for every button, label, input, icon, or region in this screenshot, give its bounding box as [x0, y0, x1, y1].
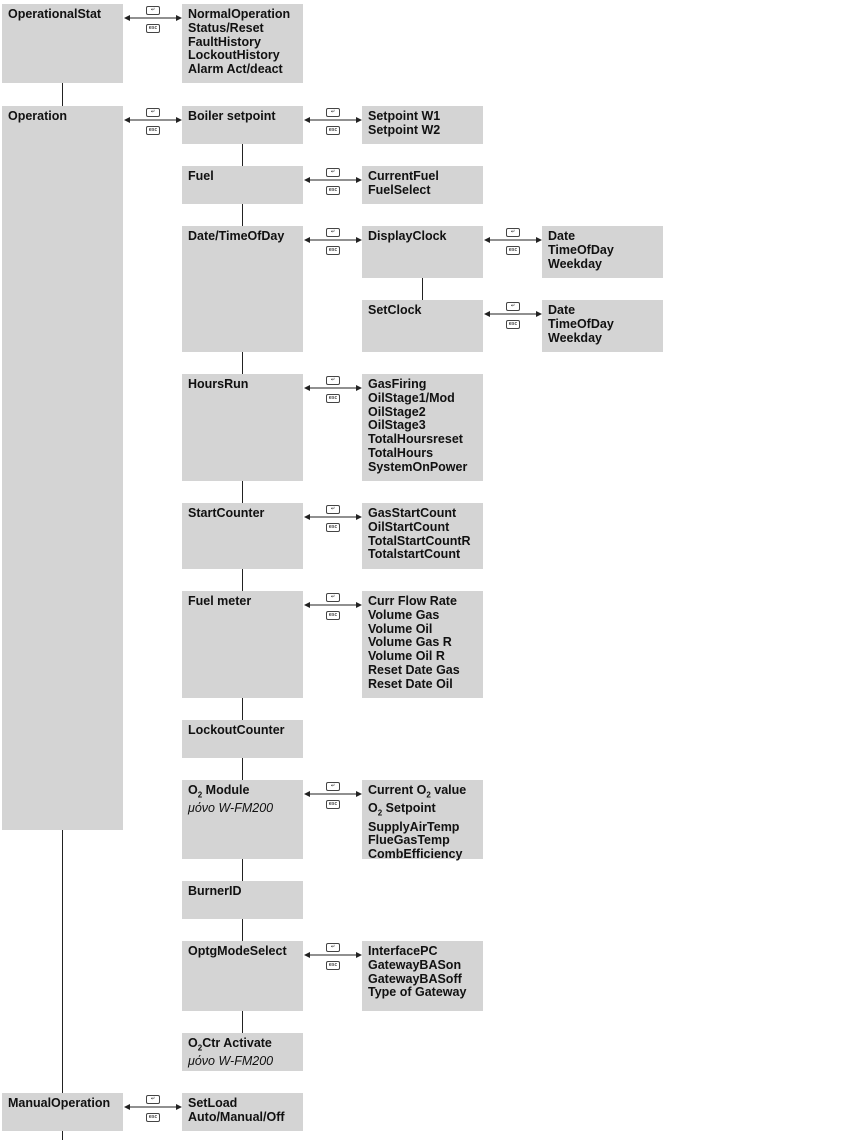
connector-line: [242, 698, 243, 720]
menu-title: [188, 784, 297, 802]
submenu-boiler-setpoint-items: [362, 106, 483, 144]
menu-fuel[interactable]: [182, 166, 303, 204]
esc-key-icon: esc: [506, 246, 520, 255]
esc-key-icon: esc: [326, 394, 340, 403]
menu-title: LockoutCounter: [188, 723, 285, 737]
connector-line: [242, 1011, 243, 1033]
enter-key-icon: ↵: [506, 228, 520, 237]
menu-title: StartCounter: [188, 506, 265, 520]
submenu-manual-operation-items: [182, 1093, 303, 1131]
submenu-start-counter-items: [362, 503, 483, 569]
submenu-o2-module-items: [362, 780, 483, 862]
menu-hours-run[interactable]: [182, 374, 303, 481]
menu-o2-module[interactable]: [182, 780, 303, 859]
submenu-hours-run-items: [362, 374, 483, 481]
menu-title: BurnerID: [188, 884, 242, 898]
esc-key-icon: esc: [146, 1113, 160, 1122]
connector-line: [242, 859, 243, 881]
menu-item[interactable]: CombEfficiency: [368, 847, 463, 862]
subscript: 2: [377, 808, 383, 818]
menu-item[interactable]: SetLoad: [188, 1096, 238, 1110]
esc-key-icon: esc: [146, 126, 160, 135]
menu-set-clock[interactable]: [362, 300, 483, 352]
enter-key-icon: ↵: [326, 505, 340, 514]
connector-line: [242, 144, 243, 166]
nav-connector: [484, 228, 542, 256]
menu-title: Fuel: [188, 169, 214, 183]
enter-key-icon: ↵: [326, 782, 340, 791]
menu-item[interactable]: Volume Oil R: [368, 649, 445, 664]
menu-item[interactable]: Volume Gas: [368, 607, 440, 622]
item-text: Setpoint: [382, 801, 436, 816]
menu-title: ManualOperation: [8, 1096, 111, 1110]
menu-item[interactable]: Weekday: [548, 330, 602, 345]
esc-key-icon: esc: [326, 800, 340, 809]
connector-line: [242, 352, 243, 374]
connector-line: [242, 758, 243, 780]
menu-item[interactable]: Date: [548, 303, 576, 317]
menu-title: OperationalStat: [8, 7, 102, 21]
connector-line: [422, 278, 423, 300]
submenu-fuel-items: [362, 166, 483, 204]
menu-item[interactable]: NormalOperation: [188, 7, 291, 21]
menu-item[interactable]: Reset Date Gas: [368, 662, 460, 677]
menu-item[interactable]: TotalHoursreset: [368, 432, 463, 447]
menu-item[interactable]: OilStage2: [368, 404, 426, 419]
menu-item[interactable]: Reset Date Oil: [368, 676, 453, 691]
enter-key-icon: ↵: [326, 593, 340, 602]
title-text: Module: [202, 783, 250, 797]
menu-item[interactable]: TimeOfDay: [548, 316, 614, 331]
enter-key-icon: ↵: [146, 1095, 160, 1104]
esc-key-icon: esc: [326, 186, 340, 195]
menu-item[interactable]: TimeOfDay: [548, 242, 614, 257]
menu-item[interactable]: Setpoint W2: [368, 122, 441, 137]
submenu-display-clock-items: [542, 226, 663, 278]
menu-lockout-counter[interactable]: [182, 720, 303, 758]
menu-item[interactable]: Curr Flow Rate: [368, 594, 457, 608]
connector-line: [242, 569, 243, 591]
menu-title: HoursRun: [188, 377, 249, 391]
menu-item[interactable]: GatewayBASoff: [368, 971, 462, 986]
enter-key-icon: ↵: [506, 302, 520, 311]
availability-note: μόνο W-FM200: [188, 1054, 274, 1069]
connector-line: [242, 481, 243, 503]
menu-item[interactable]: FaultHistory: [188, 34, 261, 49]
nav-connector: [304, 505, 362, 533]
menu-item[interactable]: Volume Gas R: [368, 635, 452, 650]
nav-connector: [484, 302, 542, 330]
enter-key-icon: ↵: [146, 6, 160, 15]
nav-connector: [304, 593, 362, 621]
submenu-optg-mode-select-items: [362, 941, 483, 1011]
connector-line: [62, 83, 63, 106]
menu-item[interactable]: Weekday: [548, 256, 602, 271]
enter-key-icon: ↵: [326, 168, 340, 177]
menu-title: Operation: [8, 109, 68, 123]
menu-item[interactable]: TotalHours: [368, 445, 434, 460]
item-text: value: [430, 783, 467, 797]
esc-key-icon: esc: [326, 126, 340, 135]
menu-item[interactable]: Status/Reset: [188, 20, 264, 35]
menu-item[interactable]: Type of Gateway: [368, 985, 467, 1000]
menu-item[interactable]: Setpoint W1: [368, 109, 441, 123]
menu-o2-ctr-activate[interactable]: [182, 1033, 303, 1071]
menu-item[interactable]: Auto/Manual/Off: [188, 1109, 285, 1124]
menu-item[interactable]: [368, 784, 477, 802]
menu-item[interactable]: Alarm Act/deact: [188, 62, 283, 77]
menu-title: Boiler setpoint: [188, 109, 276, 123]
menu-item[interactable]: SupplyAirTemp: [368, 819, 460, 834]
menu-title: Fuel meter: [188, 594, 252, 608]
nav-connector: [304, 108, 362, 136]
nav-connector: [304, 782, 362, 810]
item-text: Current O: [368, 783, 427, 797]
menu-item[interactable]: OilStartCount: [368, 519, 450, 534]
menu-start-counter[interactable]: [182, 503, 303, 569]
subscript: 2: [426, 790, 431, 800]
menu-item[interactable]: TotalStartCountR: [368, 533, 471, 548]
menu-operation[interactable]: [2, 106, 123, 830]
menu-item[interactable]: FlueGasTemp: [368, 833, 450, 848]
menu-display-clock[interactable]: [362, 226, 483, 278]
menu-manual-operation[interactable]: [2, 1093, 123, 1131]
menu-item[interactable]: Volume Oil: [368, 621, 433, 636]
nav-connector: [304, 376, 362, 404]
enter-key-icon: ↵: [326, 376, 340, 385]
menu-title: Date/TimeOfDay: [188, 229, 285, 243]
menu-item[interactable]: InterfacePC: [368, 944, 438, 958]
menu-burner-id[interactable]: [182, 881, 303, 919]
menu-item[interactable]: OilStage3: [368, 418, 426, 433]
nav-connector: [124, 1095, 182, 1123]
menu-item[interactable]: GasStartCount: [368, 506, 457, 520]
menu-item[interactable]: OilStage1/Mod: [368, 390, 455, 405]
menu-title: [188, 1037, 297, 1055]
menu-item[interactable]: [368, 802, 477, 820]
subscript: 2: [197, 1043, 203, 1053]
menu-title: DisplayClock: [368, 229, 447, 243]
enter-key-icon: ↵: [326, 228, 340, 237]
enter-key-icon: ↵: [326, 943, 340, 952]
menu-optg-mode-select[interactable]: [182, 941, 303, 1011]
menu-boiler-setpoint[interactable]: [182, 106, 303, 144]
esc-key-icon: esc: [326, 961, 340, 970]
submenu-operational-stat-items: [182, 4, 303, 83]
submenu-set-clock-items: [542, 300, 663, 352]
nav-connector: [124, 6, 182, 34]
menu-date-time[interactable]: [182, 226, 303, 352]
menu-item[interactable]: SystemOnPower: [368, 459, 468, 474]
connector-line: [242, 919, 243, 941]
esc-key-icon: esc: [506, 320, 520, 329]
esc-key-icon: esc: [146, 24, 160, 33]
title-text: Ctr Activate: [202, 1036, 272, 1050]
item-text: O: [368, 801, 378, 816]
esc-key-icon: esc: [326, 523, 340, 532]
enter-key-icon: ↵: [146, 108, 160, 117]
subscript: 2: [197, 790, 203, 800]
connector-line: [242, 204, 243, 226]
menu-title: SetClock: [368, 303, 422, 317]
submenu-fuel-meter-items: [362, 591, 483, 698]
nav-connector: [124, 108, 182, 136]
menu-item[interactable]: TotalstartCount: [368, 547, 461, 562]
title-text: O: [188, 1036, 198, 1050]
menu-fuel-meter[interactable]: [182, 591, 303, 698]
menu-item[interactable]: Date: [548, 229, 576, 243]
availability-note: μόνο W-FM200: [188, 801, 274, 816]
menu-item[interactable]: FuelSelect: [368, 182, 431, 197]
menu-item[interactable]: GasFiring: [368, 377, 427, 391]
esc-key-icon: esc: [326, 246, 340, 255]
menu-item[interactable]: CurrentFuel: [368, 169, 439, 183]
enter-key-icon: ↵: [326, 108, 340, 117]
nav-connector: [304, 228, 362, 256]
menu-title: OptgModeSelect: [188, 944, 287, 958]
menu-operational-stat[interactable]: [2, 4, 123, 83]
title-text: O: [188, 783, 198, 797]
menu-item[interactable]: GatewayBASon: [368, 957, 462, 972]
esc-key-icon: esc: [326, 611, 340, 620]
nav-connector: [304, 943, 362, 971]
menu-item[interactable]: LockoutHistory: [188, 48, 280, 63]
nav-connector: [304, 168, 362, 196]
